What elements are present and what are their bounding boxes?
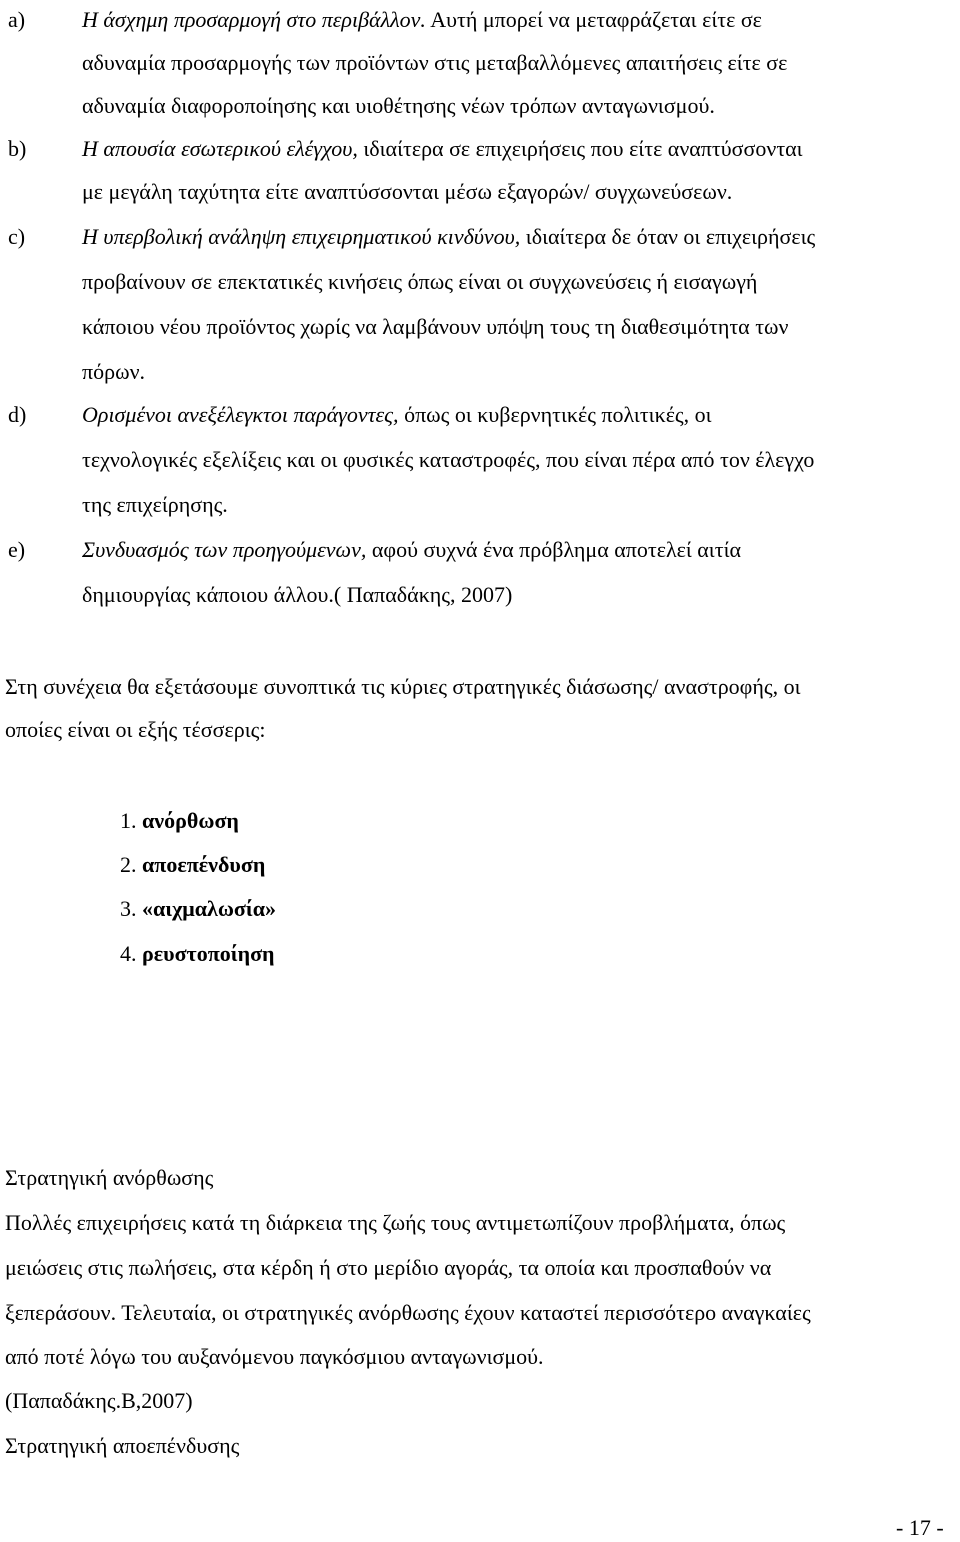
list-item-b-line-2: με μεγάλη ταχύτητα είτε αναπτύσσονται μέσω εξαγορών/ συγχωνεύσεων. [82, 179, 733, 204]
list-item-c-line-2: προβαίνουν σε επεκτατικές κινήσεις όπως είναι οι συγχωνεύσεις ή εισαγωγή [82, 269, 758, 294]
list-item-e-line-2: δημιουργίας κάποιου άλλου.( Παπαδάκης, 2007) [82, 582, 513, 607]
list-item-d-line-2: τεχνολογικές εξελίξεις και οι φυσικές καταστροφές, που είναι πέρα από τον έλεγχο [82, 447, 815, 472]
next-section-heading: Στρατηγική αποεπένδυσης [5, 1433, 240, 1458]
list-item-d-line-3: της επιχείρησης. [82, 492, 228, 517]
strategy-item-3: 3. «αιχμαλωσία» [120, 896, 276, 921]
list-item-a-line-1: Η άσχημη προσαρμογή στο περιβάλλον. Αυτή μπορεί να μεταφράζεται είτε σε [82, 7, 762, 32]
intro-line-1: Στη συνέχεια θα εξετάσουμε συνοπτικά τις κύριες στρατηγικές διάσωσης/ αναστροφής, οι [5, 674, 801, 699]
strategy-item-2: 2. αποεπένδυση [120, 852, 266, 877]
body-line-2: μειώσεις στις πωλήσεις, στα κέρδη ή στο μερίδιο αγοράς, τα οποία και προσπαθούν να [5, 1255, 772, 1280]
list-item-c-line-4: πόρων. [82, 359, 146, 384]
strategy-item-1: 1. ανόρθωση [120, 808, 239, 833]
list-item-c-line-1: Η υπερβολική ανάληψη επιχειρηματικού κινδύνου, ιδιαίτερα δε όταν οι επιχειρήσεις [82, 224, 816, 249]
list-marker: d) [8, 402, 27, 427]
list-marker: b) [8, 136, 27, 161]
list-item-a-line-2: αδυναμία προσαρμογής των προϊόντων στις μεταβαλλόμενες απαιτήσεις είτε σε [82, 50, 788, 75]
intro-line-2: οποίες είναι οι εξής τέσσερις: [5, 717, 266, 742]
list-item-d-line-1: Ορισμένοι ανεξέλεγκτοι παράγοντες, όπως οι κυβερνητικές πολιτικές, οι [82, 402, 712, 427]
list-marker: c) [8, 224, 26, 249]
citation: (Παπαδάκης.Β,2007) [5, 1388, 193, 1413]
body-line-3: ξεπεράσουν. Τελευταία, οι στρατηγικές ανόρθωσης έχουν καταστεί περισσότερο αναγκαίες [5, 1300, 811, 1325]
list-item-b-line-1: Η απουσία εσωτερικού ελέγχου, ιδιαίτερα σε επιχειρήσεις που είτε αναπτύσσονται [82, 136, 803, 161]
list-marker: a) [8, 7, 26, 32]
list-marker: e) [8, 537, 26, 562]
strategy-item-4: 4. ρευστοποίηση [120, 941, 275, 966]
body-line-4: από ποτέ λόγω του αυξανόμενου παγκόσμιου ανταγωνισμού. [5, 1344, 544, 1369]
list-item-e-line-1: Συνδυασμός των προηγούμενων, αφού συχνά ένα πρόβλημα αποτελεί αιτία [82, 537, 742, 562]
body-line-1: Πολλές επιχειρήσεις κατά τη διάρκεια της ζωής τους αντιμετωπίζουν προβλήματα, όπως [5, 1210, 786, 1235]
section-heading: Στρατηγική ανόρθωσης [5, 1165, 214, 1190]
list-item-a-line-3: αδυναμία διαφοροποίησης και υιοθέτησης νέων τρόπων ανταγωνισμού. [82, 93, 715, 118]
list-item-c-line-3: κάποιου νέου προϊόντος χωρίς να λαμβάνουν υπόψη τους τη διαθεσιμότητα των [82, 314, 789, 339]
page-number: - 17 - [896, 1515, 944, 1540]
